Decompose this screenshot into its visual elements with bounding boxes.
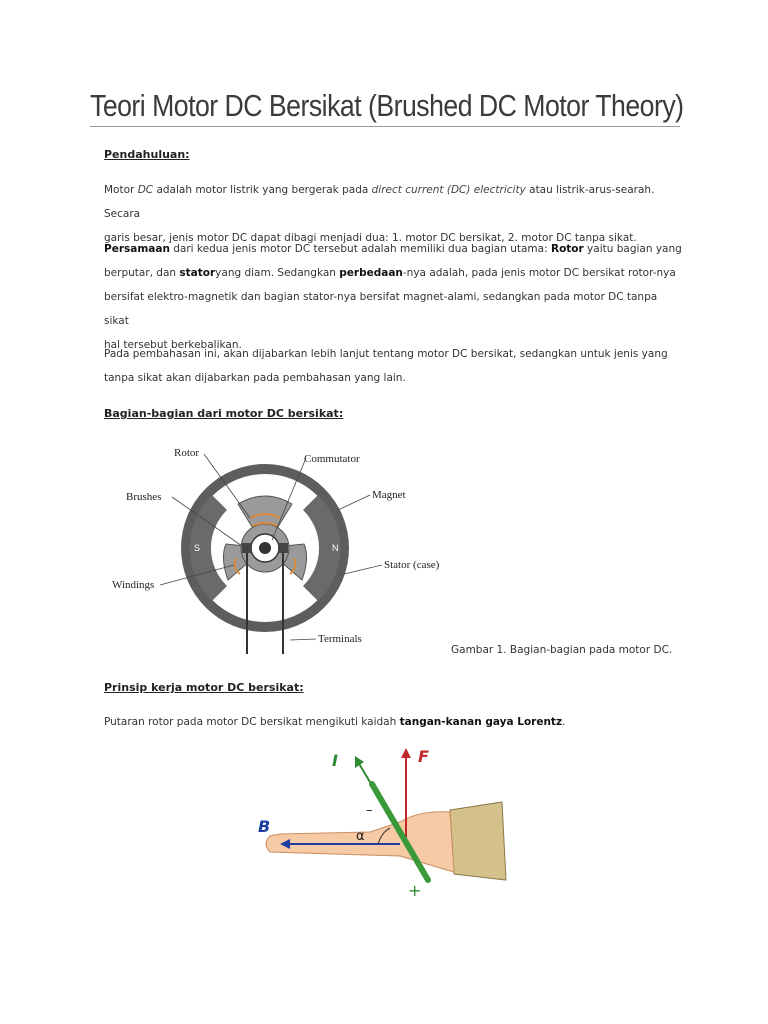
right-hand-rule-figure [250,740,510,900]
magnet-label: Magnet [372,489,406,501]
current-label: I [332,751,338,770]
principle-paragraph: Putaran rotor pada motor DC bersikat mengikuti kaidah tangan-kanan gaya Lorentz. [104,716,566,728]
windings-label: Windings [112,579,155,591]
brush-right [278,543,288,553]
force-label: F [418,747,429,766]
intro-paragraph-1: Motor DC adalah motor listrik yang bergerak pada direct current (DC) electricity atau listrik-arus-searah. Secara garis besar, jenis motor DC dapat dibagi menjadi dua: 1. motor DC bersikat, 2. motor DC tanpa sikat. [104,184,655,244]
stator-label: Stator (case) [384,559,440,571]
field-label: B [258,817,271,836]
rotor-label: Rotor [174,447,200,459]
plus-terminal-label: + [408,881,422,900]
terminals-label: Terminals [318,633,362,645]
north-pole-label: N [332,543,339,553]
title-divider [90,126,680,127]
minus-terminal-label: – [366,803,373,818]
parts-heading: Bagian-bagian dari motor DC bersikat: [104,407,344,420]
angle-label: α [356,829,365,844]
intro-paragraph-2: Persamaan dari kedua jenis motor DC tersebut adalah memiliki dua bagian utama: Rotor yaitu bagian yang berputar, dan statoryang diam. Sedangkan perbedaan-nya adalah, pada jenis motor DC bersikat rotor-nya bersifat elektro-magnetik dan bagian stator-nya bersifat magnet-alami, sedangkan pada motor DC tanpa sikat hal tersebut berkebalikan. [104,243,682,351]
principle-heading: Prinsip kerja motor DC bersikat: [104,681,304,694]
page-title: Teori Motor DC Bersikat (Brushed DC Motor Theory) [90,88,684,123]
brush-left [242,543,252,553]
sleeve [450,802,506,880]
intro-paragraph-3: Pada pembahasan ini, akan dijabarkan lebih lanjut tentang motor DC bersikat, sedangkan untuk jenis yang tanpa sikat akan dijabarkan pada pembahasan yang lain. [104,348,668,384]
figure-1-caption: Gambar 1. Bagian-bagian pada motor DC. [451,644,673,656]
commutator-label: Commutator [304,453,360,465]
south-pole-label: S [194,543,201,553]
current-arrow [358,762,370,782]
intro-heading: Pendahuluan: [104,148,190,161]
motor-diagram [100,440,460,660]
brushes-label: Brushes [126,491,162,503]
